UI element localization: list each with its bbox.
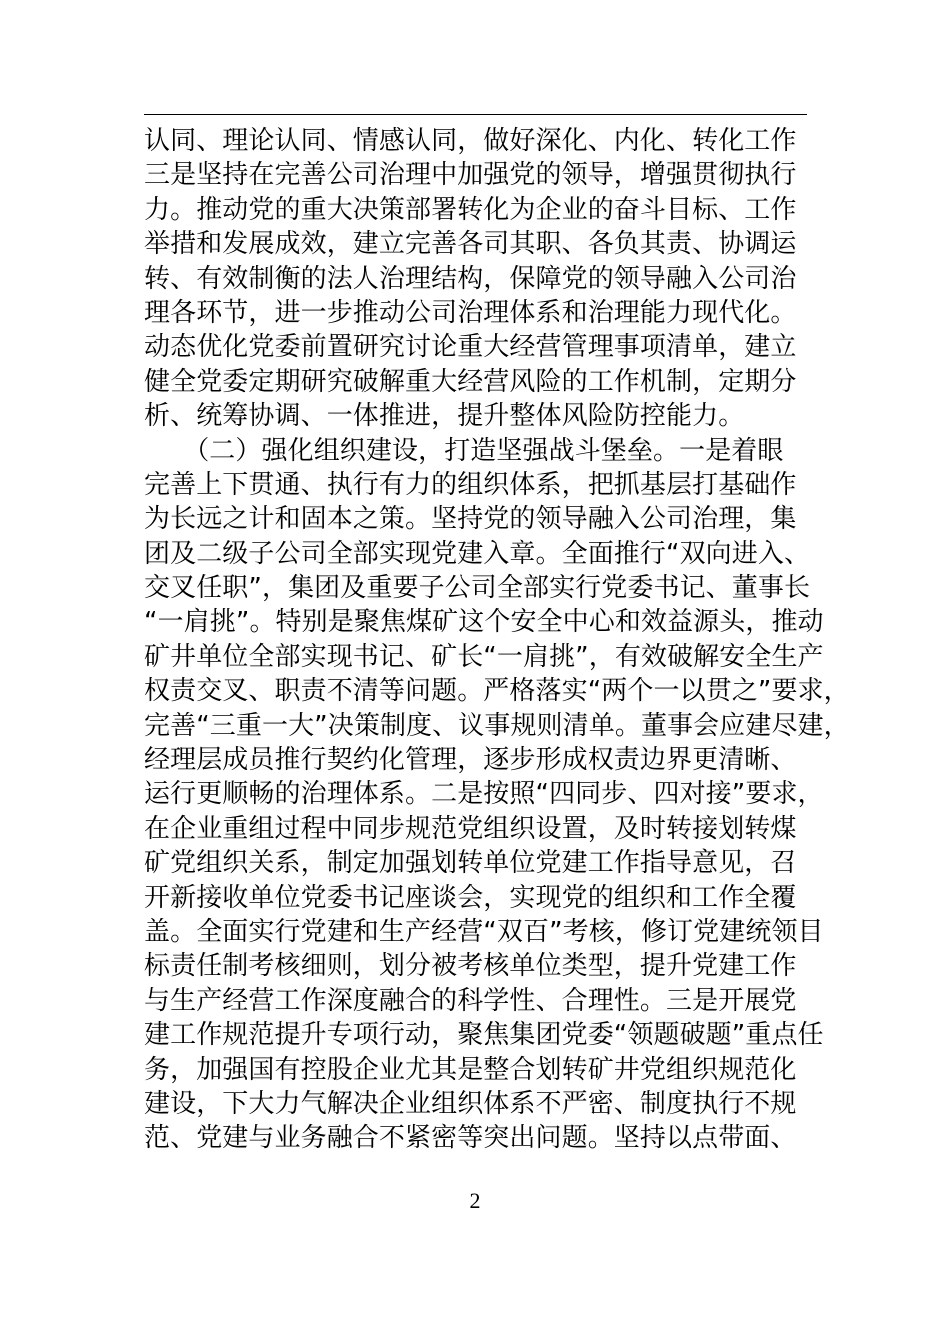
text-line: 完善上下贯通、执行有力的组织体系，把抓基层打基础作 bbox=[144, 469, 797, 500]
page-number: 2 bbox=[469, 1188, 481, 1213]
header-rule bbox=[144, 114, 807, 115]
text-line: 与生产经营工作深度融合的科学性、合理性。三是开展党 bbox=[144, 985, 797, 1016]
text-line: 完善“三重一大”决策制度、议事规则清单。董事会应建尽建， bbox=[144, 710, 850, 741]
text-line: 运行更顺畅的治理体系。二是按照“四同步、四对接”要求， bbox=[144, 779, 824, 810]
text-line: 举措和发展成效，建立完善各司其职、各负其责、协调运 bbox=[144, 229, 797, 260]
text-line: 建设，下大力气解决企业组织体系不严密、制度执行不规 bbox=[144, 1088, 797, 1119]
text-line: 经理层成员推行契约化管理，逐步形成权责边界更清晰、 bbox=[144, 745, 797, 776]
text-line: 矿井单位全部实现书记、矿长“一肩挑”，有效破解安全生产 bbox=[144, 641, 824, 672]
text-line: 析、统筹协调、一体推进，提升整体风险防控能力。 bbox=[144, 401, 745, 432]
text-line: 交叉任职”，集团及重要子公司全部实行党委书记、董事长 bbox=[144, 573, 811, 604]
text-line: 建工作规范提升专项行动，聚焦集团党委“领题破题”重点任 bbox=[144, 1020, 824, 1051]
text-line: 范、党建与业务融合不紧密等突出问题。坚持以点带面、 bbox=[144, 1123, 797, 1154]
text-line: 开新接收单位党委书记座谈会，实现党的组织和工作全覆 bbox=[144, 882, 797, 913]
text-line: 转、有效制衡的法人治理结构，保障党的领导融入公司治 bbox=[144, 263, 797, 294]
text-line: 在企业重组过程中同步规范党组织设置，及时转接划转煤 bbox=[144, 813, 797, 844]
text-line: 三是坚持在完善公司治理中加强党的领导，增强贯彻执行 bbox=[144, 160, 797, 191]
text-line: 标责任制考核细则，划分被考核单位类型，提升党建工作 bbox=[144, 951, 797, 982]
text-line: 矿党组织关系，制定加强划转单位党建工作指导意见，召 bbox=[144, 848, 797, 879]
text-line: 权责交叉、职责不清等问题。严格落实“两个一以贯之”要求， bbox=[144, 676, 850, 707]
text-line: 盖。全面实行党建和生产经营“双百”考核，修订党建统领目 bbox=[144, 916, 824, 947]
text-line: 理各环节，进一步推动公司治理体系和治理能力现代化。 bbox=[144, 297, 797, 328]
text-line: 健全党委定期研究破解重大经营风险的工作机制，定期分 bbox=[144, 366, 797, 397]
text-line: 务，加强国有控股企业尤其是整合划转矿井党组织规范化 bbox=[144, 1054, 797, 1085]
text-line: 认同、理论认同、情感认同，做好深化、内化、转化工作 bbox=[144, 126, 797, 156]
text-line: 为长远之计和固本之策。坚持党的领导融入公司治理，集 bbox=[144, 504, 797, 535]
text-line: 团及二级子公司全部实现党建入章。全面推行“双向进入、 bbox=[144, 538, 811, 569]
text-line: 力。推动党的重大决策部署转化为企业的奋斗目标、工作 bbox=[144, 194, 797, 225]
text-line: 动态优化党委前置研究讨论重大经营管理事项清单，建立 bbox=[144, 332, 797, 363]
text-line: （二）强化组织建设，打造坚强战斗堡垒。一是着眼 bbox=[144, 435, 784, 466]
body-text bbox=[144, 124, 850, 1156]
text-line: “一肩挑”。特别是聚焦煤矿这个安全中心和效益源头，推动 bbox=[144, 607, 824, 638]
